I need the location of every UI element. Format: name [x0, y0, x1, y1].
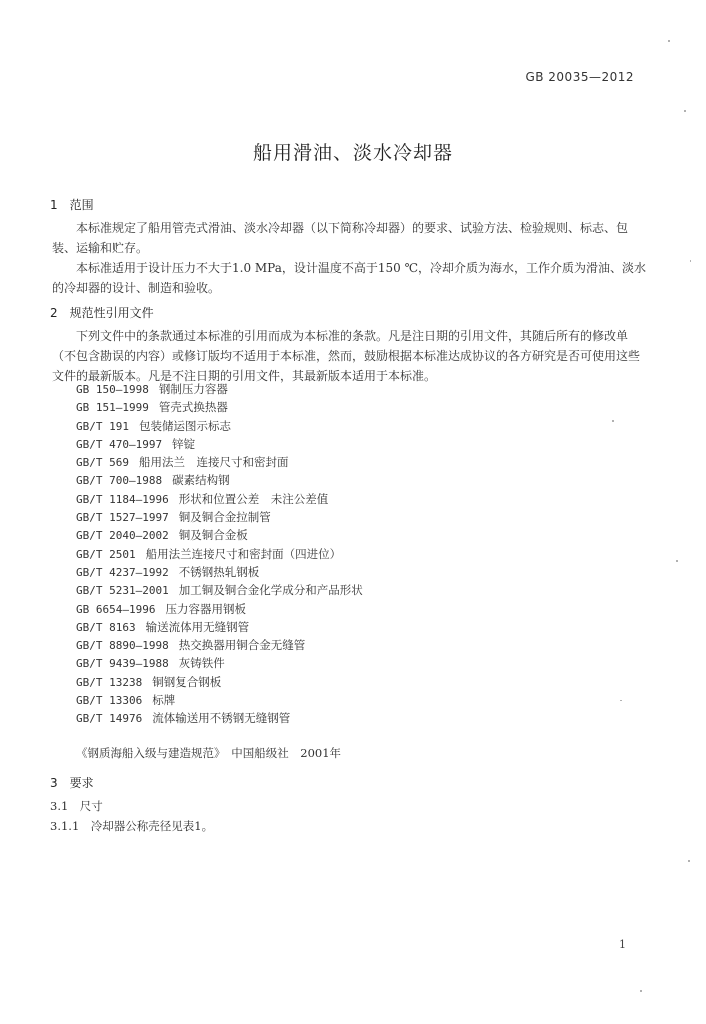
- reference-title: 锌锭: [172, 436, 196, 451]
- reference-code: GB/T 4237—1992: [76, 565, 169, 579]
- reference-title: 输送流体用无缝钢管: [145, 619, 250, 634]
- reference-item: [76, 709, 363, 727]
- scan-speck: [612, 420, 614, 422]
- reference-title: 铜钢复合钢板: [152, 674, 222, 689]
- reference-item: [76, 636, 363, 654]
- reference-code: GB/T 13238: [76, 675, 143, 689]
- reference-title: 铜及铜合金拉制管: [178, 510, 271, 525]
- reference-title: 船用法兰 连接尺寸和密封面: [138, 455, 289, 470]
- reference-item: [76, 435, 363, 453]
- reference-code: GB/T 1184—1996: [76, 492, 169, 506]
- normative-references-list: [76, 380, 363, 728]
- reference-code: GB 151—1999: [76, 401, 149, 415]
- reference-title: 铜及铜合金板: [178, 528, 248, 543]
- reference-item: [76, 508, 363, 526]
- section-1-paragraph-1: [52, 218, 648, 258]
- reference-title: 碳素结构钢: [172, 473, 230, 488]
- reference-item: [76, 618, 363, 636]
- reference-item: [76, 526, 363, 544]
- reference-title: 灰铸铁件: [178, 656, 225, 671]
- reference-title: 形状和位置公差 未注公差值: [178, 491, 329, 506]
- reference-item: [76, 490, 363, 508]
- reference-code: GB/T 191: [76, 419, 129, 433]
- reference-code: GB/T 5231—2001: [76, 584, 169, 598]
- reference-code: GB/T 8163: [76, 620, 136, 634]
- scan-speck: [690, 260, 691, 262]
- reference-item: [76, 673, 363, 691]
- section-1-paragraph-2: [52, 258, 648, 298]
- reference-title: 流体输送用不锈钢无缝钢管: [152, 711, 291, 726]
- reference-title: 压力容器用钢板: [165, 601, 246, 616]
- reference-item: [76, 453, 363, 471]
- reference-item: [76, 380, 363, 398]
- scan-speck: [620, 700, 622, 701]
- section-1-paragraph-1-text: 本标准规定了船用管壳式滑油、淡水冷却器（以下简称冷却器）的要求、试验方法、检验规则、标志、包装、运输和贮存。: [52, 221, 629, 255]
- reference-code: GB 150—1998: [76, 383, 149, 396]
- reference-code: GB/T 470—1997: [76, 437, 163, 451]
- classification-rules-citation: 《钢质海船入级与建造规范》 中国船级社 2001年: [76, 746, 342, 760]
- reference-item: [76, 581, 363, 599]
- reference-code: GB/T 14976: [76, 712, 143, 726]
- reference-code: GB 6654—1996: [76, 602, 156, 616]
- reference-title: 加工铜及铜合金化学成分和产品形状: [178, 583, 363, 598]
- section-1-paragraph-2-text: 本标准适用于设计压力不大于1.0 MPa，设计温度不高于150 ℃，冷却介质为海水，工作介质为滑油、淡水的冷却器的设计、制造和验收。: [52, 261, 647, 295]
- section-2-paragraph-text: 下列文件中的条款通过本标准的引用而成为本标准的条款。凡是注日期的引用文件，其随后所有的修改单（不包含勘误的内容）或修订版均不适用于本标准，然而，鼓励根据本标准达成协议的各方研究是否可使用这些文件的最新版本。凡是不注日期的引用文件，其最新版本适用于本标准。: [52, 329, 641, 383]
- scan-speck: [684, 110, 686, 112]
- reference-item: [76, 545, 363, 563]
- reference-code: GB/T 8890—1998: [76, 639, 169, 653]
- section-2-heading: 2 规范性引用文件: [50, 306, 154, 320]
- document-title: 船用滑油、淡水冷却器: [252, 142, 453, 164]
- scan-speck: [688, 860, 690, 862]
- section-1-heading: 1 范围: [50, 198, 94, 212]
- scan-speck: [640, 990, 642, 992]
- reference-code: GB/T 569: [76, 456, 129, 470]
- scan-speck: [668, 40, 670, 42]
- reference-title: 管壳式换热器: [158, 400, 228, 415]
- scan-speck: [676, 560, 678, 562]
- reference-item: [76, 471, 363, 489]
- reference-title: 标牌: [152, 693, 176, 708]
- reference-item: [76, 563, 363, 581]
- reference-item: [76, 398, 363, 416]
- reference-title: 钢制压力容器: [158, 382, 228, 396]
- reference-title: 船用法兰连接尺寸和密封面（四进位）: [145, 546, 342, 561]
- reference-code: GB/T 13306: [76, 694, 143, 708]
- standard-number: GB 20035—2012: [525, 70, 634, 84]
- reference-title: 热交换器用铜合金无缝管: [178, 638, 306, 653]
- reference-code: GB/T 1527—1997: [76, 511, 169, 525]
- reference-code: GB/T 2501: [76, 547, 136, 561]
- subsection-3-1-heading: 3.1 尺寸: [50, 799, 103, 813]
- section-3-heading: 3 要求: [50, 776, 94, 790]
- reference-code: GB/T 2040—2002: [76, 529, 169, 543]
- reference-title: 不锈钢热轧钢板: [178, 564, 260, 579]
- page-number: 1: [619, 938, 626, 951]
- reference-code: GB/T 9439—1988: [76, 657, 169, 671]
- section-2-paragraph: [52, 326, 648, 386]
- subsection-3-1-1-text: 3.1.1 冷却器公称壳径见表1。: [50, 819, 214, 833]
- reference-item: [76, 691, 363, 709]
- reference-title: 包装储运图示标志: [138, 418, 231, 433]
- reference-item: [76, 417, 363, 435]
- reference-item: [76, 600, 363, 618]
- reference-item: [76, 654, 363, 672]
- reference-code: GB/T 700—1988: [76, 474, 163, 488]
